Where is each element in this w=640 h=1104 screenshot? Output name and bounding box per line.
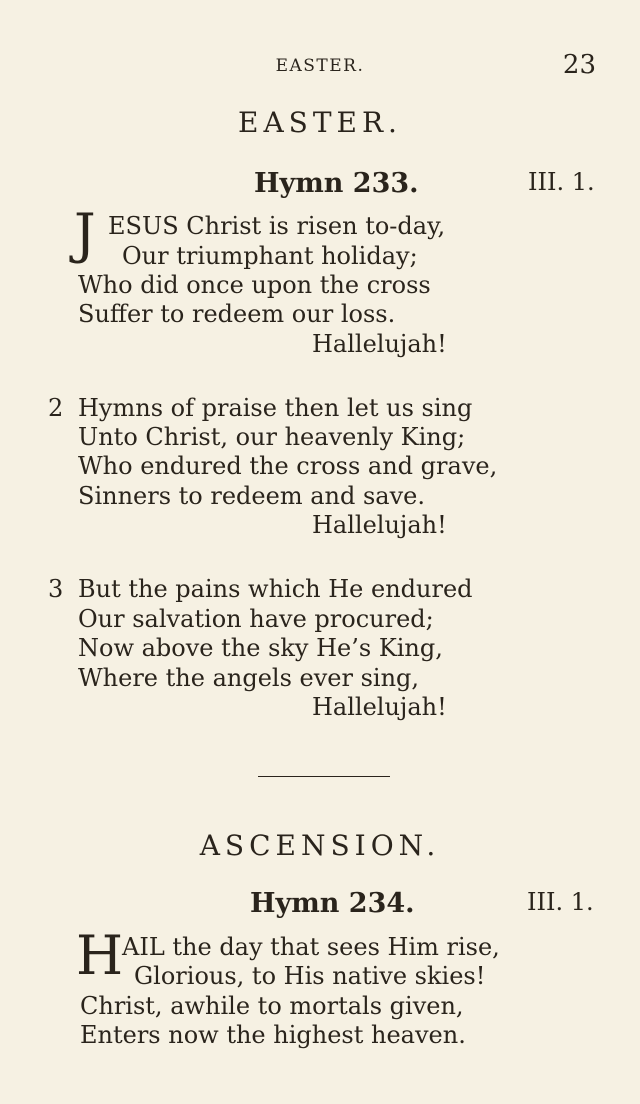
verse-line: Unto Christ, our heavenly King; <box>78 423 466 451</box>
drop-cap: H <box>76 924 124 987</box>
verse-line: Hymns of praise then let us sing <box>78 394 473 422</box>
refrain: Hallelujah! <box>312 511 447 539</box>
verse-line: Glorious, to His native skies! <box>134 962 486 990</box>
section-title-easter: EASTER. <box>238 106 402 139</box>
running-head: EASTER. <box>275 56 365 76</box>
verse-line: ESUS Christ is risen to-day, <box>108 212 446 240</box>
refrain: Hallelujah! <box>312 693 447 721</box>
page-number: 23 <box>562 50 596 80</box>
verse-line: Now above the sky He’s King, <box>78 634 443 662</box>
stanza-number: 3 <box>48 575 64 603</box>
verse-line: Enters now the highest heaven. <box>80 1021 466 1049</box>
refrain: Hallelujah! <box>312 330 447 358</box>
verse-line: Suffer to redeem our loss. <box>78 300 396 328</box>
verse-line: Christ, awhile to mortals given, <box>80 992 464 1020</box>
hymn-234-meter: III. 1. <box>527 888 594 916</box>
verse-line: Who did once upon the cross <box>78 271 431 299</box>
section-divider <box>258 776 390 777</box>
drop-cap: J <box>74 202 96 265</box>
verse-line: But the pains which He endured <box>78 575 473 603</box>
section-title-ascension: ASCENSION. <box>199 829 441 862</box>
verse-line: Our salvation have procured; <box>78 605 434 633</box>
hymn-233-title: Hymn 233. <box>254 168 419 199</box>
verse-line: Where the angels ever sing, <box>78 664 420 692</box>
stanza-number: 2 <box>48 394 64 422</box>
verse-line: Our triumphant holiday; <box>122 242 418 270</box>
verse-line: AIL the day that sees Him rise, <box>122 933 500 961</box>
hymn-234-title: Hymn 234. <box>250 888 415 919</box>
verse-line: Sinners to redeem and save. <box>78 482 425 510</box>
hymn-233-meter: III. 1. <box>528 168 595 196</box>
verse-line: Who endured the cross and grave, <box>78 452 498 480</box>
